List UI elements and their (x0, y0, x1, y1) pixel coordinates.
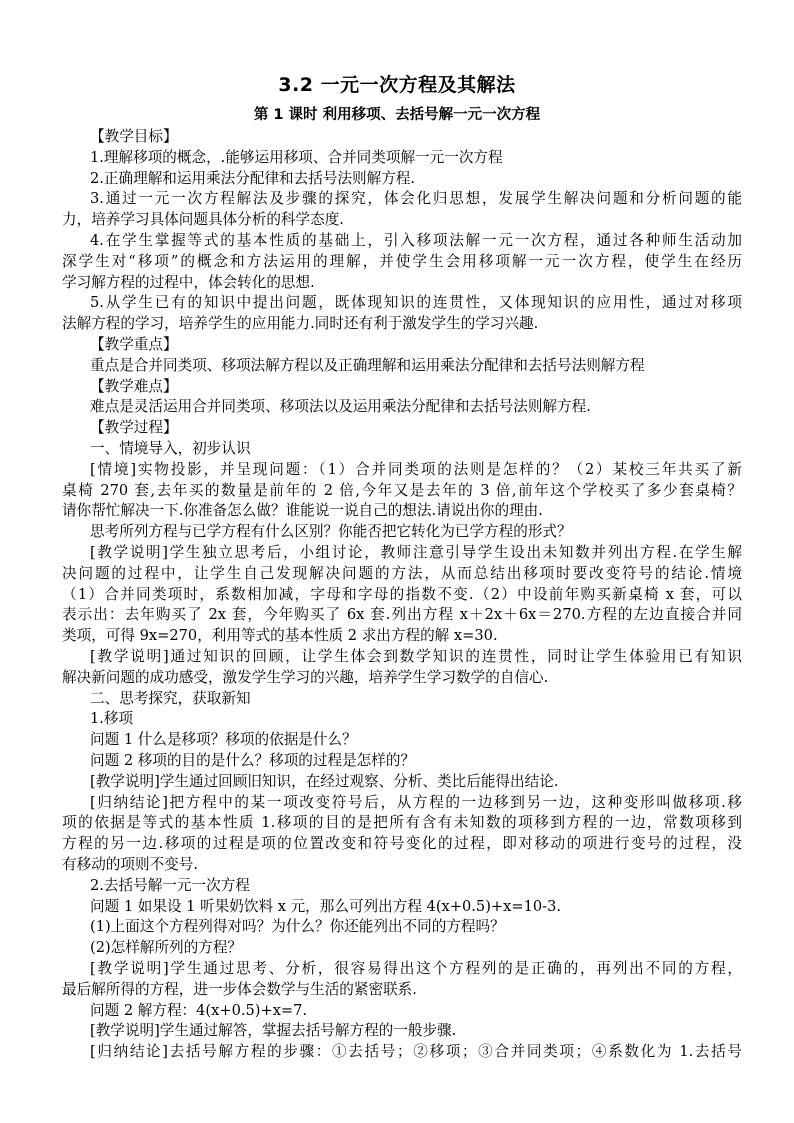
text-line: 最后解所得的方程，进一步体会数学与生活的紧密联系. (62, 981, 417, 998)
text-line: 项的依据是等式的基本性质 1.移项的目的是把所有含有未知数的项移到方程的一边，常数项移到 (62, 814, 742, 831)
text-line: 问题 1 如果设 1 听果奶饮料 x 元，那么可列出方程 4(x+0.5)+x=10-3. (90, 898, 562, 915)
text-line: 2.去括号解一元一次方程 (90, 877, 250, 894)
text-line: 桌椅 270 套,去年买的数量是前年的 2 倍,今年又是去年的 3 倍,前年这个学校买了多少套桌椅？ (62, 482, 742, 499)
lesson-subtitle: 第 1 课时 利用移项、去括号解一元一次方程 (253, 107, 541, 123)
text-line: 问题 2 移项的目的是什么？移项的过程是怎样的？ (90, 752, 416, 769)
text-line: 一、情境导入，初步认识 (90, 440, 251, 457)
text-line: [情境]实物投影，并呈现问题：（1）合并同类项的法则是怎样的？（2）某校三年共买了新 (90, 461, 742, 478)
text-line: [教学说明]通过知识的回顾，让学生体会到数学知识的连贯性，同时让学生体验用已有知识 (90, 648, 742, 665)
text-line: 决问题的过程中，让学生自己发现解决问题的方法，从而总结出移项时要改变符号的结论.情境 (62, 565, 742, 582)
text-line: 思考所列方程与已学方程有什么区别？你能否把它转化为已学方程的形式？ (90, 523, 572, 540)
text-line: 类项，可得 9x=270，利用等式的基本性质 2 求出方程的解 x=30. (62, 627, 498, 644)
text-line: [教学说明]学生独立思考后，小组讨论，教师注意引导学生设出未知数并列出方程.在学生解 (90, 544, 742, 561)
text-line: 难点是灵活运用合并同类项、移项法以及运用乘法分配律和去括号法则解方程. (90, 398, 591, 415)
text-line: 解决新问题的成功感受，激发学生学习的兴趣，培养学生学习数学的自信心. (62, 669, 549, 686)
text-line: 【教学重点】 (90, 336, 178, 353)
text-line: 法解方程的学习，培养学生的应用能力.同时还有利于激发学生的学习兴趣. (62, 315, 539, 332)
text-line: 力，培养学习具体问题具体分析的科学态度. (62, 211, 344, 228)
text-line: 有移动的项则不变号. (62, 856, 198, 873)
text-line: (1)上面这个方程列得对吗？为什么？你还能列出不同的方程吗？ (90, 918, 505, 935)
text-line: （1）合并同类项时，系数相加减，字母和字母的指数不变.（2）中设前年购买新桌椅 x 套，可以 (62, 586, 742, 603)
text-line: 问题 2 解方程：4(x+0.5)+x=7. (90, 1002, 308, 1019)
text-line: 请你帮忙解决一下.你准备怎么做？谁能说一说自己的想法.请说出你的理由. (62, 502, 543, 519)
text-line: 5.从学生已有的知识中提出问题，既体现知识的连贯性，又体现知识的应用性，通过对移项 (90, 294, 742, 311)
text-line: 3.通过一元一次方程解法及步骤的探究，体会化归思想，发展学生解决问题和分析问题的能 (90, 190, 742, 207)
document-title: 3.2 一元一次方程及其解法 (278, 74, 516, 96)
text-line: [归纳结论]把方程中的某一项改变符号后，从方程的一边移到另一边，这种变形叫做移项.移 (90, 794, 742, 811)
text-line: 表示出：去年购买了 2x 套，今年购买了 6x 套.列出方程 x＋2x＋6x＝270.方程的左边直接合并同 (62, 606, 742, 623)
text-line: 4.在学生掌握等式的基本性质的基础上，引入移项法解一元一次方程，通过各种师生活动加 (90, 232, 742, 249)
text-line: 【教学难点】 (90, 378, 178, 395)
text-line: 【教学目标】 (90, 128, 178, 145)
text-line: 【教学过程】 (90, 419, 178, 436)
text-line: 重点是合并同类项、移项法解方程以及正确理解和运用乘法分配律和去括号法则解方程 (90, 357, 645, 374)
text-line: 方程的另一边.移项的过程是项的位置改变和符号变化的过程，即对移动的项进行变号的过程，没 (62, 835, 742, 852)
text-line: [归纳结论]去括号解方程的步骤：①去括号；②移项；③合并同类项；④系数化为 1.去括号 (90, 1043, 742, 1060)
text-line: [教学说明]学生通过解答，掌握去括号解方程的一般步骤. (90, 1022, 457, 1039)
text-line: 问题 1 什么是移项？移项的依据是什么？ (90, 731, 357, 748)
text-line: [教学说明]学生通过回顾旧知识，在经过观察、分析、类比后能得出结论. (90, 773, 559, 790)
text-line: 1.移项 (90, 710, 134, 727)
text-line: [教学说明]学生通过思考、分析，很容易得出这个方程列的是正确的，再列出不同的方程， (90, 960, 742, 977)
text-line: (2)怎样解所列的方程？ (90, 939, 243, 956)
text-line: 二、思考探究，获取新知 (90, 690, 251, 707)
text-line: 学习解方程的过程中，体会转化的思想. (62, 274, 315, 291)
text-line: 深学生对“移项”的概念和方法运用的理解，并使学生会用移项解一元一次方程，使学生在经历 (62, 253, 742, 270)
text-line: 2.正确理解和运用乘法分配律和去括号法则解方程. (90, 170, 416, 187)
text-line: 1.理解移项的概念，.能够运用移项、合并同类项解一元一次方程 (90, 149, 503, 166)
